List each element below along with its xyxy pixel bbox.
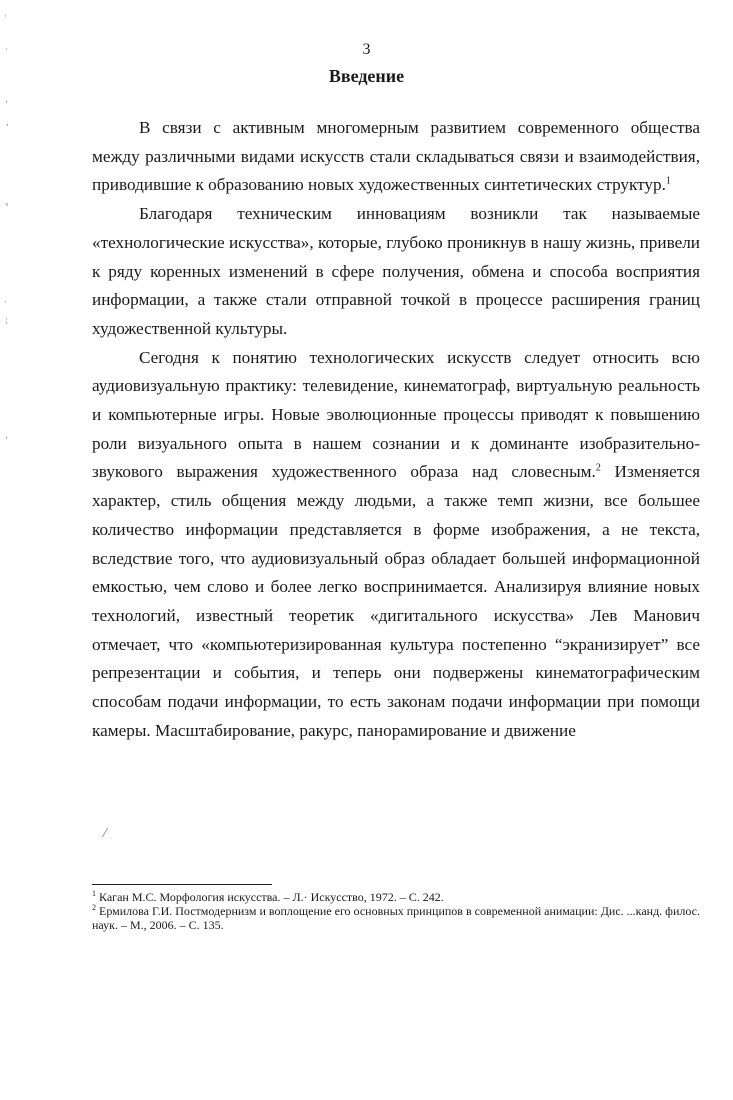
scan-mark: · [4,298,7,308]
footnote-ref-2: 2 [595,462,601,474]
scan-mark: ⁄ [104,826,107,840]
scan-mark: · [5,45,8,55]
paragraph-1 [92,114,700,200]
paragraph-1-text: В связи с активным многомерным развитием современного общества между различными видами искусств стали складываться связи и взаимодействия, приводившие к образованию новых художественных синтетических структур. [92,118,700,195]
footnotes [92,890,700,932]
paragraph-3-tail: Изменяется характер, стиль общения между людьми, а также темп жизни, все большее количество информации представляется в форме изображения, а не текста, вследствие того, что аудиовизуальный образ обладает большей информационной емкостью, чем слово и более легко воспринимается. Анализируя влияние новых технологий, известный теоретик «дигитального искусства» Лев Манович отмечает, что «компьютеризированная культура постепенно “экранизирует” все репрезентации и события, и теперь они подвержены кинематографическим способам подачи информации, то есть законам подачи информации при помощи камеры. Масштабирование, ракурс, панорамирование и движение [92,462,701,740]
footnote-separator [92,884,272,885]
paragraph-2 [92,200,700,344]
page-number: 3 [362,41,371,58]
footnote-1-number: 1 [92,889,96,898]
footnote-1 [92,890,700,904]
paragraph-3 [92,344,700,746]
paragraph-3-text: Сегодня к понятию технологических искусств следует относить всю аудиовизуальную практику: телевидение, кинематограф, виртуальную реальность и компьютерные игры. Новые эволюционные процессы приводят к повышению роли визуального опыта в нашем сознании и к доминанте изобразительно-звукового выражения художественного образа над словесным. [92,347,700,482]
footnote-2-number: 2 [92,903,96,912]
scan-mark: , [6,118,9,128]
footnote-2 [92,904,700,932]
scan-mark: ' [5,100,8,110]
footnote-1-text: Каган М.С. Морфология искусства. – Л.· Искусство, 1972. – С. 242. [99,890,444,904]
scan-mark: · [4,12,7,22]
footnote-ref-1: 1 [665,175,671,187]
page-title: Введение [328,66,405,86]
footnote-2-text: Ермилова Г.И. Постмодернизм и воплощение его основных принципов в современной анимации: Дис. ...канд. филос. наук. – М., 2006. – С. 135. [92,904,700,932]
scan-mark: ‹ [5,200,9,210]
body-text [92,114,700,745]
paragraph-2-text: Благодаря техническим инновациям возникли так называемые «технологические искусства», которые, глубоко проникнув в нашу жизнь, привели к ряду коренных изменений в сфере получения, обмена и способа восприятия информации, а также стали отправной точкой в процессе расширения границ художественной культуры. [92,204,700,338]
scan-mark: ' [5,436,8,446]
scan-mark: ; [5,316,9,326]
